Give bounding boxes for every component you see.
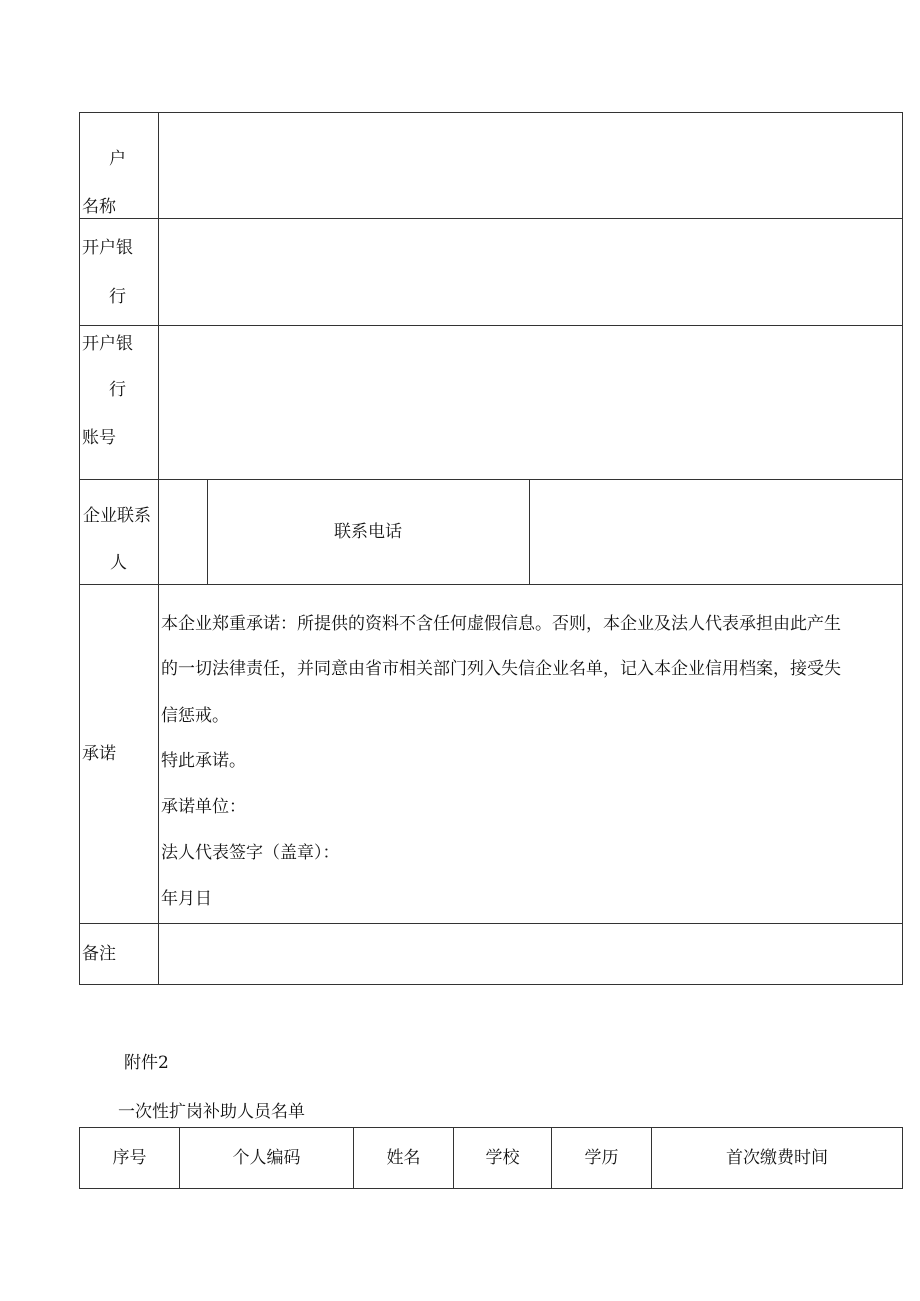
column-header-education: 学历 (584, 1148, 619, 1168)
attachment-title: 一次性扩岗补助人员名单 (118, 1102, 305, 1122)
pledge-label: 承诺 (82, 744, 116, 764)
col-border (902, 1127, 903, 1189)
row-border (79, 112, 903, 113)
pledge-line: 特此承诺。 (161, 751, 246, 771)
account-name-field[interactable] (160, 114, 901, 217)
remarks-label: 备注 (82, 944, 116, 964)
col-border (529, 479, 530, 585)
contact-label-line2: 人 (110, 553, 127, 573)
account-no-label-line3: 账号 (82, 428, 116, 448)
pledge-line: 的一切法律责任，并同意由省市相关部门列入失信企业名单，记入本企业信用档案，接受失 (161, 659, 841, 679)
account-no-field[interactable] (160, 327, 901, 478)
pledge-line: 信惩戒。 (161, 706, 229, 726)
col-border (79, 112, 80, 985)
column-header-first-payment-time: 首次缴费时间 (726, 1148, 828, 1168)
attachment-label: 附件2 (124, 1053, 169, 1073)
bank-label-line2: 行 (109, 287, 126, 307)
row-border (79, 1127, 903, 1128)
pledge-line: 承诺单位： (161, 797, 246, 817)
row-border (79, 923, 903, 924)
account-no-label-line2: 行 (109, 380, 126, 400)
column-header-school: 学校 (485, 1148, 520, 1168)
phone-field[interactable] (531, 481, 901, 583)
col-border (902, 112, 903, 985)
contact-label-line1: 企业联系 (83, 506, 151, 526)
bank-label-line1: 开户银 (82, 238, 133, 258)
account-no-label-line1: 开户银 (82, 334, 133, 354)
phone-label: 联系电话 (334, 522, 402, 542)
pledge-line: 年月日 (161, 889, 212, 909)
row-border (79, 479, 903, 480)
pledge-line: 法人代表签字（盖章）： (161, 843, 340, 863)
row-border (79, 218, 903, 219)
col-border (158, 112, 159, 985)
column-header-name: 姓名 (386, 1148, 421, 1168)
column-header-index: 序号 (112, 1148, 147, 1168)
row-border (79, 1188, 903, 1189)
col-border (207, 479, 208, 585)
row-border (79, 584, 903, 585)
column-header-personal-code: 个人编码 (232, 1148, 301, 1168)
bank-field[interactable] (160, 220, 901, 324)
account-name-label-line2: 名称 (82, 197, 116, 217)
row-border (79, 984, 903, 985)
row-border (79, 325, 903, 326)
contact-field[interactable] (160, 481, 206, 583)
account-name-label-line1: 户 (109, 149, 126, 169)
pledge-line: 本企业郑重承诺：所提供的资料不含任何虚假信息。否则，本企业及法人代表承担由此产生 (161, 614, 841, 634)
remarks-field[interactable] (160, 925, 901, 983)
